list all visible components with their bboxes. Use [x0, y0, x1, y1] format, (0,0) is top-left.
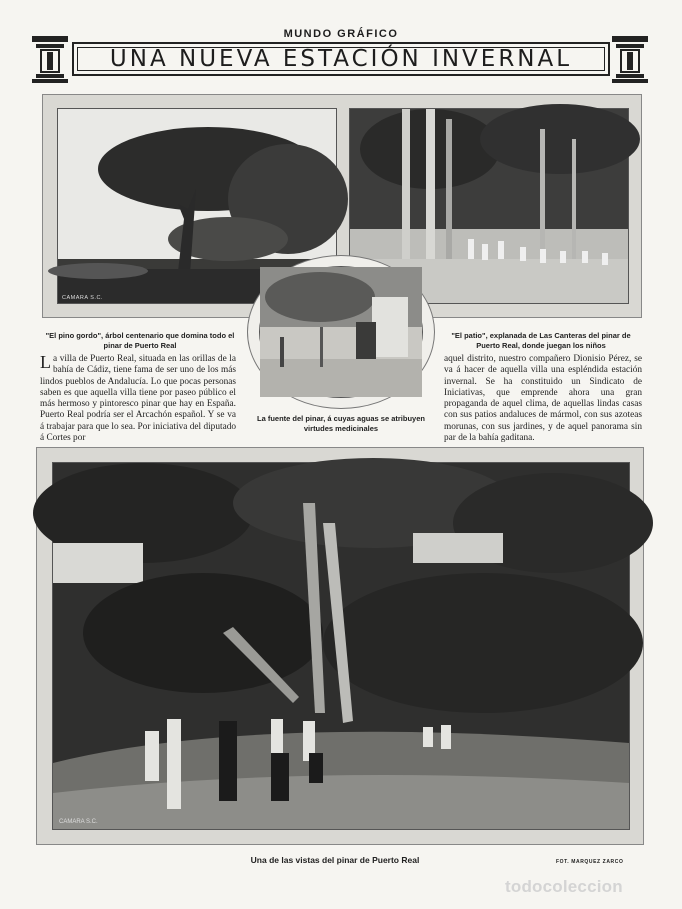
fuente-photo — [259, 266, 423, 398]
left-photo-studio-mark: CAMARA S.C. — [62, 295, 103, 301]
article-column-1 — [40, 352, 236, 444]
caption-el-patio: "El patio", explanada de Las Canteras del pinar de Puerto Real, donde juegan los niños — [451, 331, 631, 350]
watermark: todocoleccion — [505, 877, 623, 896]
caption-pino-gordo: "El pino gordo", árbol centenario que domina todo el pinar de Puerto Real — [45, 331, 235, 350]
page-title: UNA NUEVA ESTACIÓN INVERNAL — [109, 46, 573, 72]
pinar-vista-photo — [52, 462, 630, 830]
left-column-ornament — [30, 34, 70, 84]
photo-credit: FOT. MARQUEZ ZARCO — [556, 859, 624, 865]
title-band — [72, 42, 610, 76]
article-column-1-text: a villa de Puerto Real, situada en las orillas de la bahía de Cádiz, tiene fama de ser uno de los más lindos pueblos de Andalucía. Lo que pocas personas saben es que aquella villa tiene por paseo público el más hermoso y pintoresco pinar que hay en España. Puerto Real podría ser el Arcachón español. Y se va á trabajar para que lo sea. Por iniciativa del diputado á Cortes por — [40, 354, 236, 444]
dropcap: L — [40, 352, 51, 372]
article-column-2: aquel distrito, nuestro compañero Dionisio Pérez, se va á hacer de aquella villa una espléndida estación invernal. Se ha constituido un Sindicato de Iniciativas, que emprende ahora una gran propaganda de aquel clima, de aquellas lindas casas con sus patios andaluces de mármol, con sus azoteas morunas, con sus jardines, y de aquel panorama sin par de la bahía gaditana. — [444, 354, 642, 444]
right-column-ornament — [610, 34, 650, 84]
bottom-photo-studio-mark: CAMARA S.C. — [59, 819, 98, 825]
caption-bottom: Una de las vistas del pinar de Puerto Real — [250, 855, 420, 865]
masthead: MUNDO GRÁFICO — [283, 28, 399, 40]
caption-fuente: La fuente del pinar, á cuyas aguas se atribuyen virtudes medicinales — [257, 414, 425, 433]
